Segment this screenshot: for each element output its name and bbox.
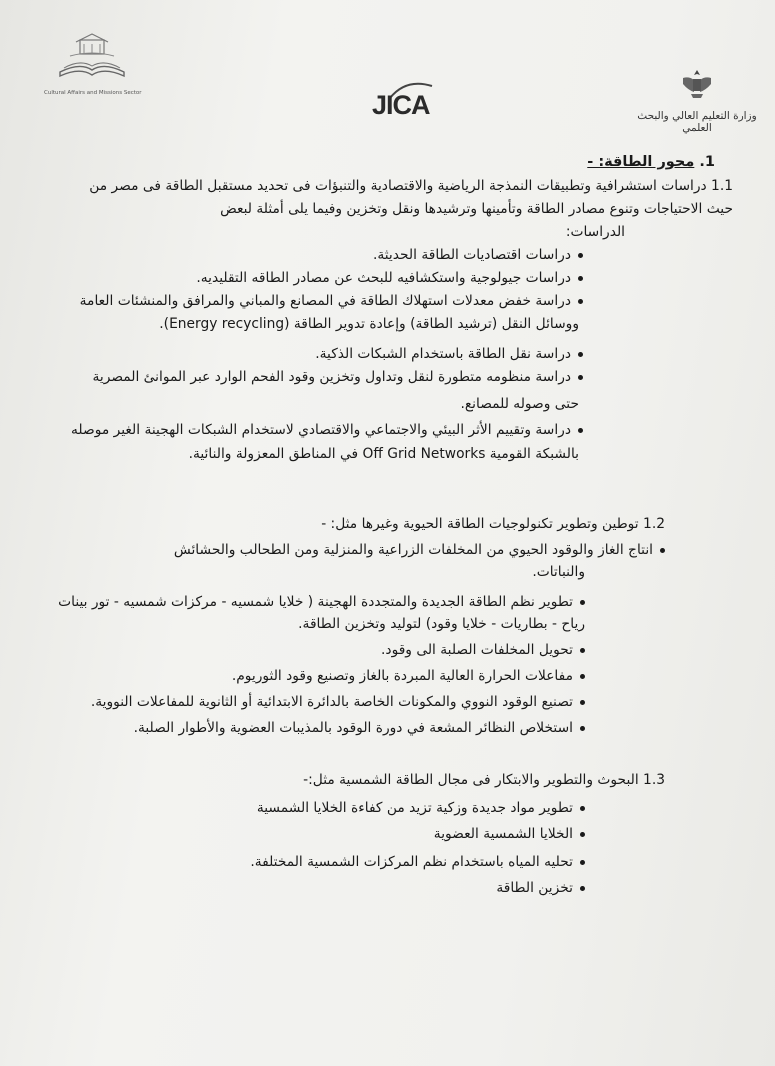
sub1-line-3: الدراسات: bbox=[565, 224, 625, 240]
book-logo-icon bbox=[50, 32, 134, 88]
sub2-bullet-2-cont: رياح - بطاريات - خلايا وقود) لتوليد وتخزين الطاقة. bbox=[298, 616, 585, 632]
eagle-emblem-icon bbox=[679, 66, 715, 102]
sub2-bullet-4: مفاعلات الحرارة العالية المبردة بالغاز وتصنيع وقود الثوريوم. bbox=[232, 666, 585, 686]
sub1-bullet-4: دراسة نقل الطاقة باستخدام الشبكات الذكية. bbox=[315, 344, 583, 364]
sub2-bullet-6: استخلاص النظائر المشعة في دورة الوقود بالمذيبات العضوية والأطوار الصلبة. bbox=[134, 718, 585, 738]
sub3-bullet-1: تطوير مواد جديدة وزكية تزيد من كفاءة الخلايا الشمسية bbox=[257, 798, 585, 818]
bullet-icon bbox=[580, 726, 585, 731]
bullet-icon bbox=[578, 276, 583, 281]
bullet-icon bbox=[578, 253, 583, 258]
bullet-icon bbox=[578, 299, 583, 304]
section-heading bbox=[587, 152, 715, 172]
bullet-icon bbox=[578, 375, 583, 380]
jica-logo bbox=[370, 80, 436, 126]
sub1-bullet-3-cont: ووسائل النقل (ترشيد الطاقة) وإعادة تدوير الطاقة (Energy recycling). bbox=[159, 316, 579, 332]
bullet-icon bbox=[580, 806, 585, 811]
bullet-icon bbox=[578, 428, 583, 433]
sub1-line-1: 1.1 دراسات استشرافية وتطبيقات النمذجة الرياضية والاقتصادية والتنبؤات فى تحديد مستقبل الطاقة فى مصر من bbox=[89, 178, 733, 194]
bullet-icon bbox=[660, 548, 665, 553]
sub3-heading: 1.3 البحوث والتطوير والابتكار فى مجال الطاقة الشمسية مثل:- bbox=[303, 772, 665, 788]
sub1-bullet-3: دراسة خفض معدلات استهلاك الطاقة في المصانع والمباني والمرافق والمنشئات العامة bbox=[80, 291, 583, 311]
bullet-icon bbox=[578, 352, 583, 357]
sub2-bullet-5: تصنيع الوقود النووي والمكونات الخاصة بالدائرة الابتدائية أو الثانوية للمفاعلات النووية. bbox=[91, 692, 585, 712]
jica-wordmark: JICA bbox=[372, 90, 430, 120]
section-number: 1. bbox=[699, 154, 715, 170]
sub1-bullet-5: دراسة منظومه متطورة لنقل وتداول وتخزين وقود الفحم الوارد عبر الموانئ المصرية bbox=[92, 367, 583, 387]
bullet-icon bbox=[580, 648, 585, 653]
bullet-icon bbox=[580, 674, 585, 679]
bullet-icon bbox=[580, 886, 585, 891]
ministry-emblem bbox=[627, 66, 767, 134]
sub2-bullet-1-cont: والنباتات. bbox=[532, 564, 585, 580]
ministry-name: وزارة التعليم العالي والبحث العلمي bbox=[637, 110, 757, 134]
sub1-bullet-5-cont: حتى وصوله للمصانع. bbox=[460, 396, 579, 412]
sub3-bullet-2: الخلايا الشمسية العضوية bbox=[434, 824, 585, 844]
section-title: محور الطاقة: - bbox=[587, 154, 695, 170]
sub2-heading: 1.2 توطين وتطوير تكنولوجيات الطاقة الحيوية وغيرها مثل: - bbox=[321, 516, 665, 532]
sub1-bullet-6-cont: بالشبكة القومية Off Grid Networks في المناطق المعزولة والنائية. bbox=[188, 446, 579, 462]
bullet-icon bbox=[580, 700, 585, 705]
cultural-affairs-logo bbox=[44, 32, 154, 114]
sub2-bullet-1: انتاج الغاز والوقود الحيوي من المخلفات الزراعية والمنزلية ومن الطحالب والحشائش bbox=[174, 540, 665, 560]
sub1-bullet-6: دراسة وتقييم الأثر البيئي والاجتماعي والاقتصادي لاستخدام الشبكات الهجينة الغير موصله bbox=[71, 420, 583, 440]
bullet-icon bbox=[580, 600, 585, 605]
bullet-icon bbox=[580, 860, 585, 865]
logo-caption: Cultural Affairs and Missions Sector bbox=[44, 90, 142, 96]
sub3-bullet-3: تحليه المياه باستخدام نظم المركزات الشمسية المختلفة. bbox=[250, 852, 585, 872]
sub3-bullet-4: تخزين الطاقة bbox=[496, 878, 585, 898]
bullet-icon bbox=[580, 832, 585, 837]
sub1-line-2: حيث الاحتياجات وتنوع مصادر الطاقة وتأمينها وترشيدها ونقل وتخزين وفيما يلى أمثلة لبعض bbox=[220, 201, 733, 217]
sub2-bullet-2: تطوير نظم الطاقة الجديدة والمتجددة الهجينة ( خلايا شمسيه - مركزات شمسيه - تور بينات bbox=[58, 592, 585, 612]
sub2-bullet-3: تحويل المخلفات الصلبة الى وقود. bbox=[381, 640, 585, 660]
sub1-bullet-1: دراسات اقتصاديات الطاقة الحديثة. bbox=[373, 245, 583, 265]
sub1-bullet-2: دراسات جيولوجية واستكشافيه للبحث عن مصادر الطاقه التقليديه. bbox=[196, 268, 583, 288]
